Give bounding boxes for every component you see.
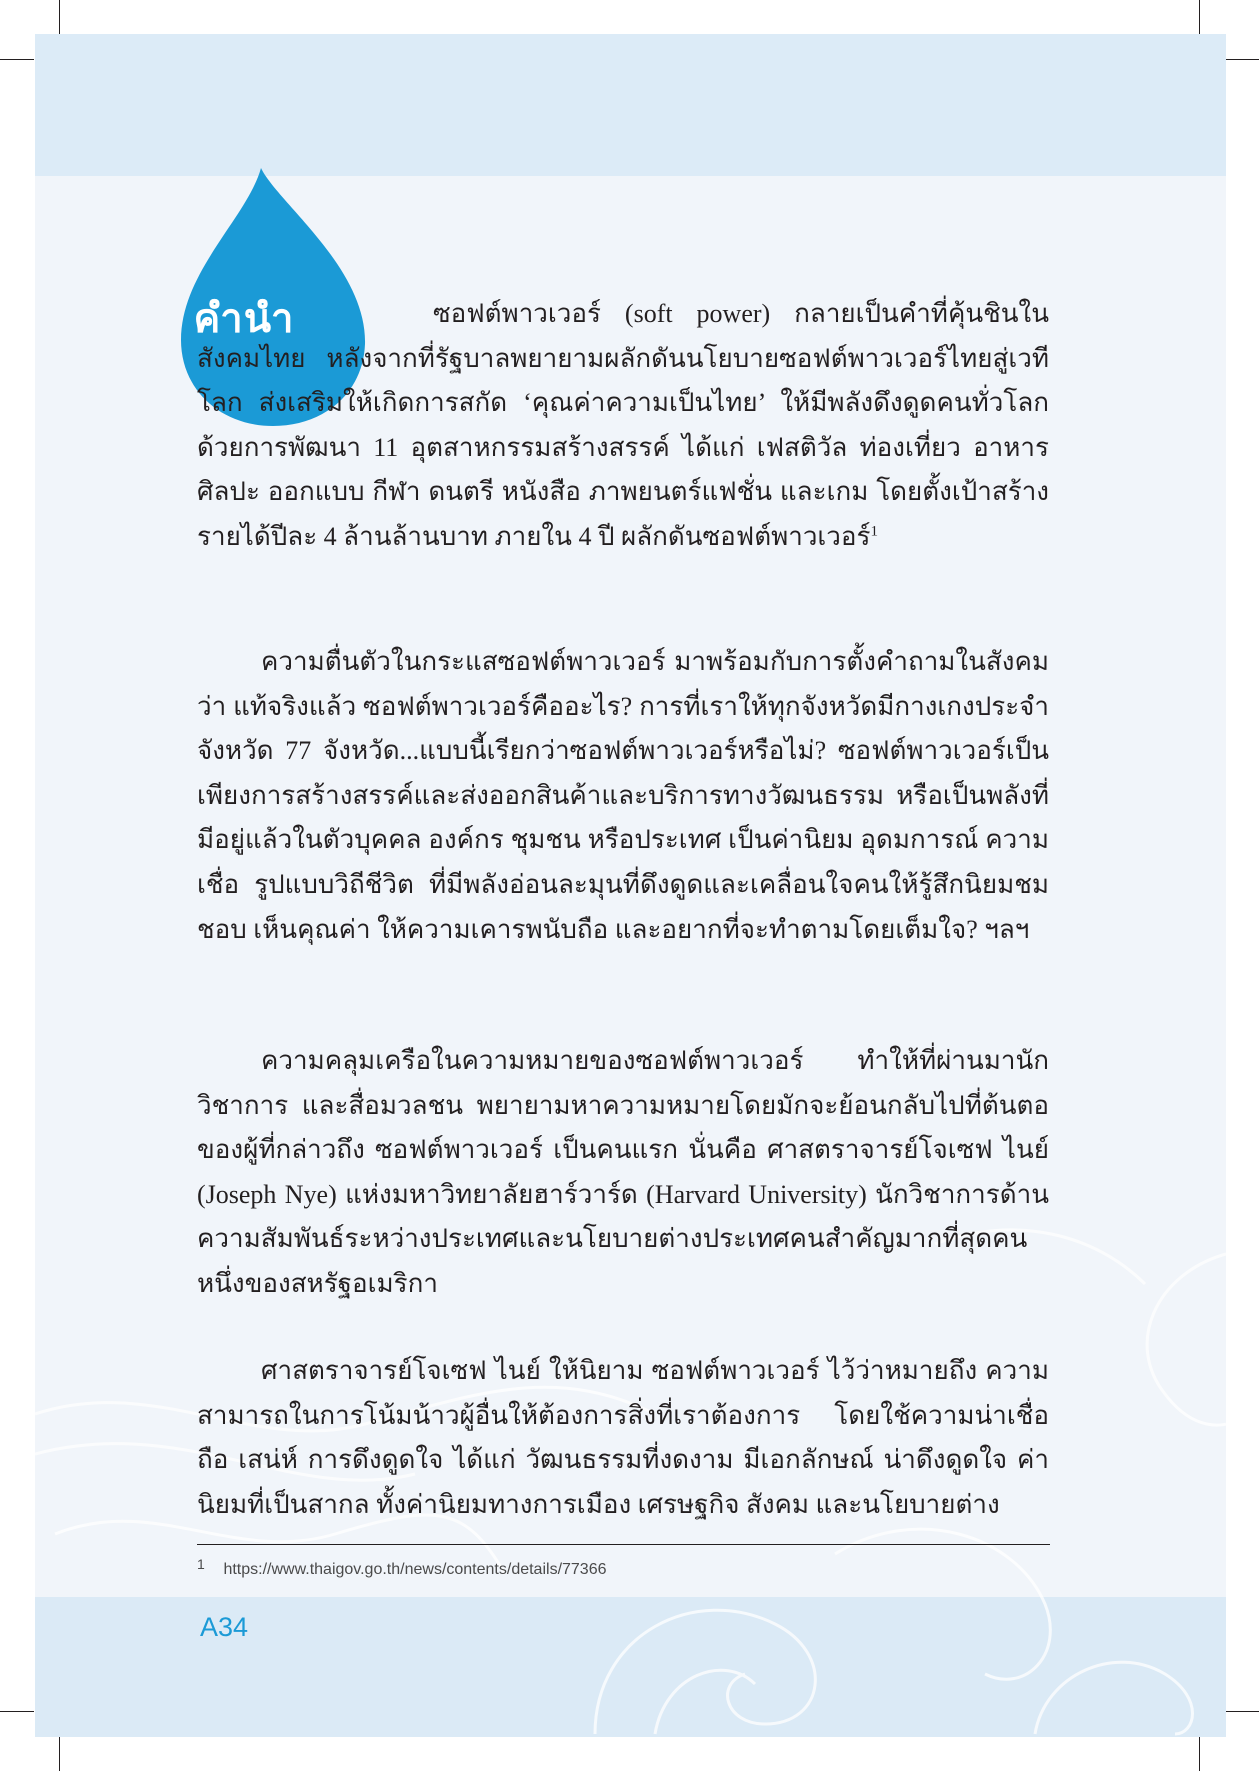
crop-mark-bottom-left-v — [59, 1737, 60, 1771]
crop-mark-top-left-v — [59, 0, 60, 34]
crop-mark-bottom-left-h — [0, 1711, 34, 1712]
crop-mark-top-left-h — [0, 59, 34, 60]
section-heading: คำนำ — [193, 296, 295, 342]
paragraph-1 — [197, 292, 1049, 560]
paragraph-1-text: ซอฟต์พาวเวอร์ (soft power) กลายเป็นคำที่คุ้นชินในสังคมไทย หลังจากที่รัฐบาลพยายามผลักดันนโยบายซอฟต์พาวเวอร์ไทยสู่เวทีโลก ส่งเสริมให้เกิดการสกัด ‘คุณค่าความเป็นไทย’ ให้มีพลังดึงดูดคนทั่วโลก ด้วยการพัฒนา 11 อุตสาหกรรมสร้างสรรค์ ได้แก่ เฟสติวัล ท่องเที่ยว อาหาร ศิลปะ ออกแบบ กีฬา ดนตรี หนังสือ ภาพยนตร์แฟชั่น และเกม โดยตั้งเป้าสร้างรายได้ปีละ 4 ล้านล้านบาท ภายใน 4 ปี ผลักดันซอฟต์พาวเวอร์ — [197, 299, 1049, 551]
paragraph-2: ความตื่นตัวในกระแสซอฟต์พาวเวอร์ มาพร้อมกับการตั้งคำถามในสังคมว่า แท้จริงแล้ว ซอฟต์พาวเวอร์คืออะไร? การที่เราให้ทุกจังหวัดมีกางเกงประจำจังหวัด 77 จังหวัด...แบบนี้เรียกว่าซอฟต์พาวเวอร์หรือไม่? ซอฟต์พาวเวอร์เป็นเพียงการสร้างสรรค์และส่งออกสินค้าและบริการทางวัฒนธรรม หรือเป็นพลังที่มีอยู่แล้วในตัวบุคคล องค์กร ชุมชน หรือประเทศ เป็นค่านิยม อุดมการณ์ ความเชื่อ รูปแบบวิถีชีวิต ที่มีพลังอ่อนละมุนที่ดึงดูดและเคลื่อนใจคนให้รู้สึกนิยมชมชอบ เห็นคุณค่า ให้ความเคารพนับถือ และอยากที่จะทำตามโดยเต็มใจ? ฯลฯ — [197, 647, 1049, 944]
crop-mark-top-right-h — [1226, 59, 1259, 60]
footnote-url[interactable]: https://www.thaigov.go.th/news/contents/details/77366 — [223, 1561, 607, 1578]
crop-mark-bottom-right-v — [1199, 1737, 1200, 1771]
crop-mark-bottom-right-h — [1226, 1711, 1259, 1712]
paragraph-3: ความคลุมเครือในความหมายของซอฟต์พาวเวอร์ ทำให้ที่ผ่านมานักวิชาการ และสื่อมวลชน พยายามหาความหมายโดยมักจะย้อนกลับไปที่ต้นตอของผู้ที่กล่าวถึง ซอฟต์พาวเวอร์ เป็นคนแรก นั่นคือ ศาสตราจารย์โจเซฟ ไนย์ (Joseph Nye) แห่งมหาวิทยาลัยฮาร์วาร์ด (Harvard University) นักวิชาการด้านความสัมพันธ์ระหว่างประเทศและนโยบายต่างประเทศคนสำคัญมากที่สุดคนหนึ่งของสหรัฐอเมริกา — [197, 1046, 1049, 1298]
page-number: A34 — [200, 1612, 249, 1642]
footnote — [197, 1556, 1049, 1579]
paragraph-4: ศาสตราจารย์โจเซฟ ไนย์ ให้นิยาม ซอฟต์พาวเวอร์ ไว้ว่าหมายถึง ความสามารถในการโน้มน้าวผู้อื่นให้ต้องการสิ่งที่เราต้องการ โดยใช้ความน่าเชื่อถือ เสน่ห์ การดึงดูดใจ ได้แก่ วัฒนธรรมที่งดงาม มีเอกลักษณ์ น่าดึงดูดใจ ค่านิยมที่เป็นสากล ทั้งค่านิยมทางการเมือง เศรษฐกิจ สังคม และนโยบายต่าง — [197, 1356, 1049, 1519]
footnote-divider — [197, 1544, 1050, 1545]
footnote-number: 1 — [197, 1556, 205, 1572]
footnote-marker[interactable]: 1 — [870, 523, 878, 540]
crop-mark-top-right-v — [1199, 0, 1200, 34]
